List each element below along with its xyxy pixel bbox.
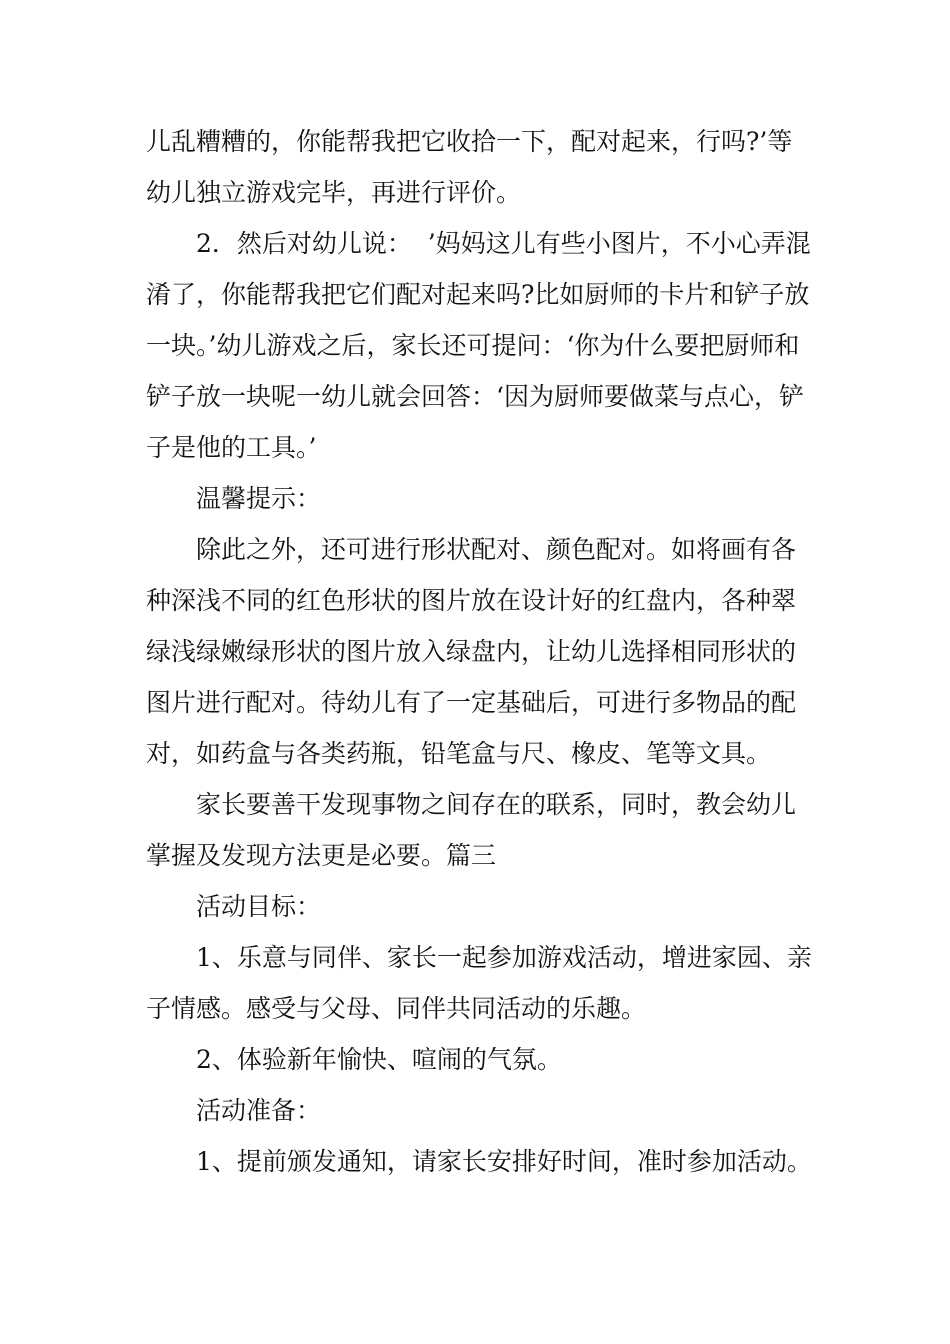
paragraph-4: 除此之外，还可进行形状配对、颜色配对。如将画有各种深浅不同的红色形状的图片放在设计好的红盘内，各种翠绿浅绿嫩绿形状的图片放入绿盘内，让幼儿选择相同形状的图片进行配对。待幼儿有了一定基础后，可进行多物品的配对，如药盒与各类药瓶，铅笔盒与尺、橡皮、笔等文具。: [146, 535, 797, 768]
paragraph-3: 温馨提示：: [196, 484, 322, 513]
paragraph-1: 儿乱糟糟的，你能帮我把它收拾一下，配对起来，行吗?’等幼儿独立游戏完毕，再进行评价。: [146, 127, 793, 207]
paragraph-9: 活动准备：: [196, 1096, 322, 1125]
paragraph-6: 活动目标：: [196, 892, 322, 921]
paragraph-7: 1、乐意与同伴、家长一起参加游戏活动，增进家园、亲子情感。感受与父母、同伴共同活动的乐趣。: [146, 943, 812, 1023]
paragraph-10: 1、提前颁发通知，请家长安排好时间，准时参加活动。: [196, 1147, 812, 1176]
document-body: [146, 116, 816, 1187]
paragraph-2: 2．然后对幼儿说： ’妈妈这儿有些小图片，不小心弄混淆了，你能帮我把它们配对起来吗?比如厨师的卡片和铲子放一块。’幼儿游戏之后，家长还可提问：‘你为什么要把厨师和铲子放一块呢一幼儿就会回答：‘因为厨师要做菜与点心，铲子是他的工具。’: [146, 229, 811, 462]
paragraph-5: 家长要善干发现事物之间存在的联系，同时，教会幼儿掌握及发现方法更是必要。篇三: [146, 790, 797, 870]
paragraph-8: 2、体验新年愉快、喧闹的气氛。: [196, 1045, 562, 1074]
